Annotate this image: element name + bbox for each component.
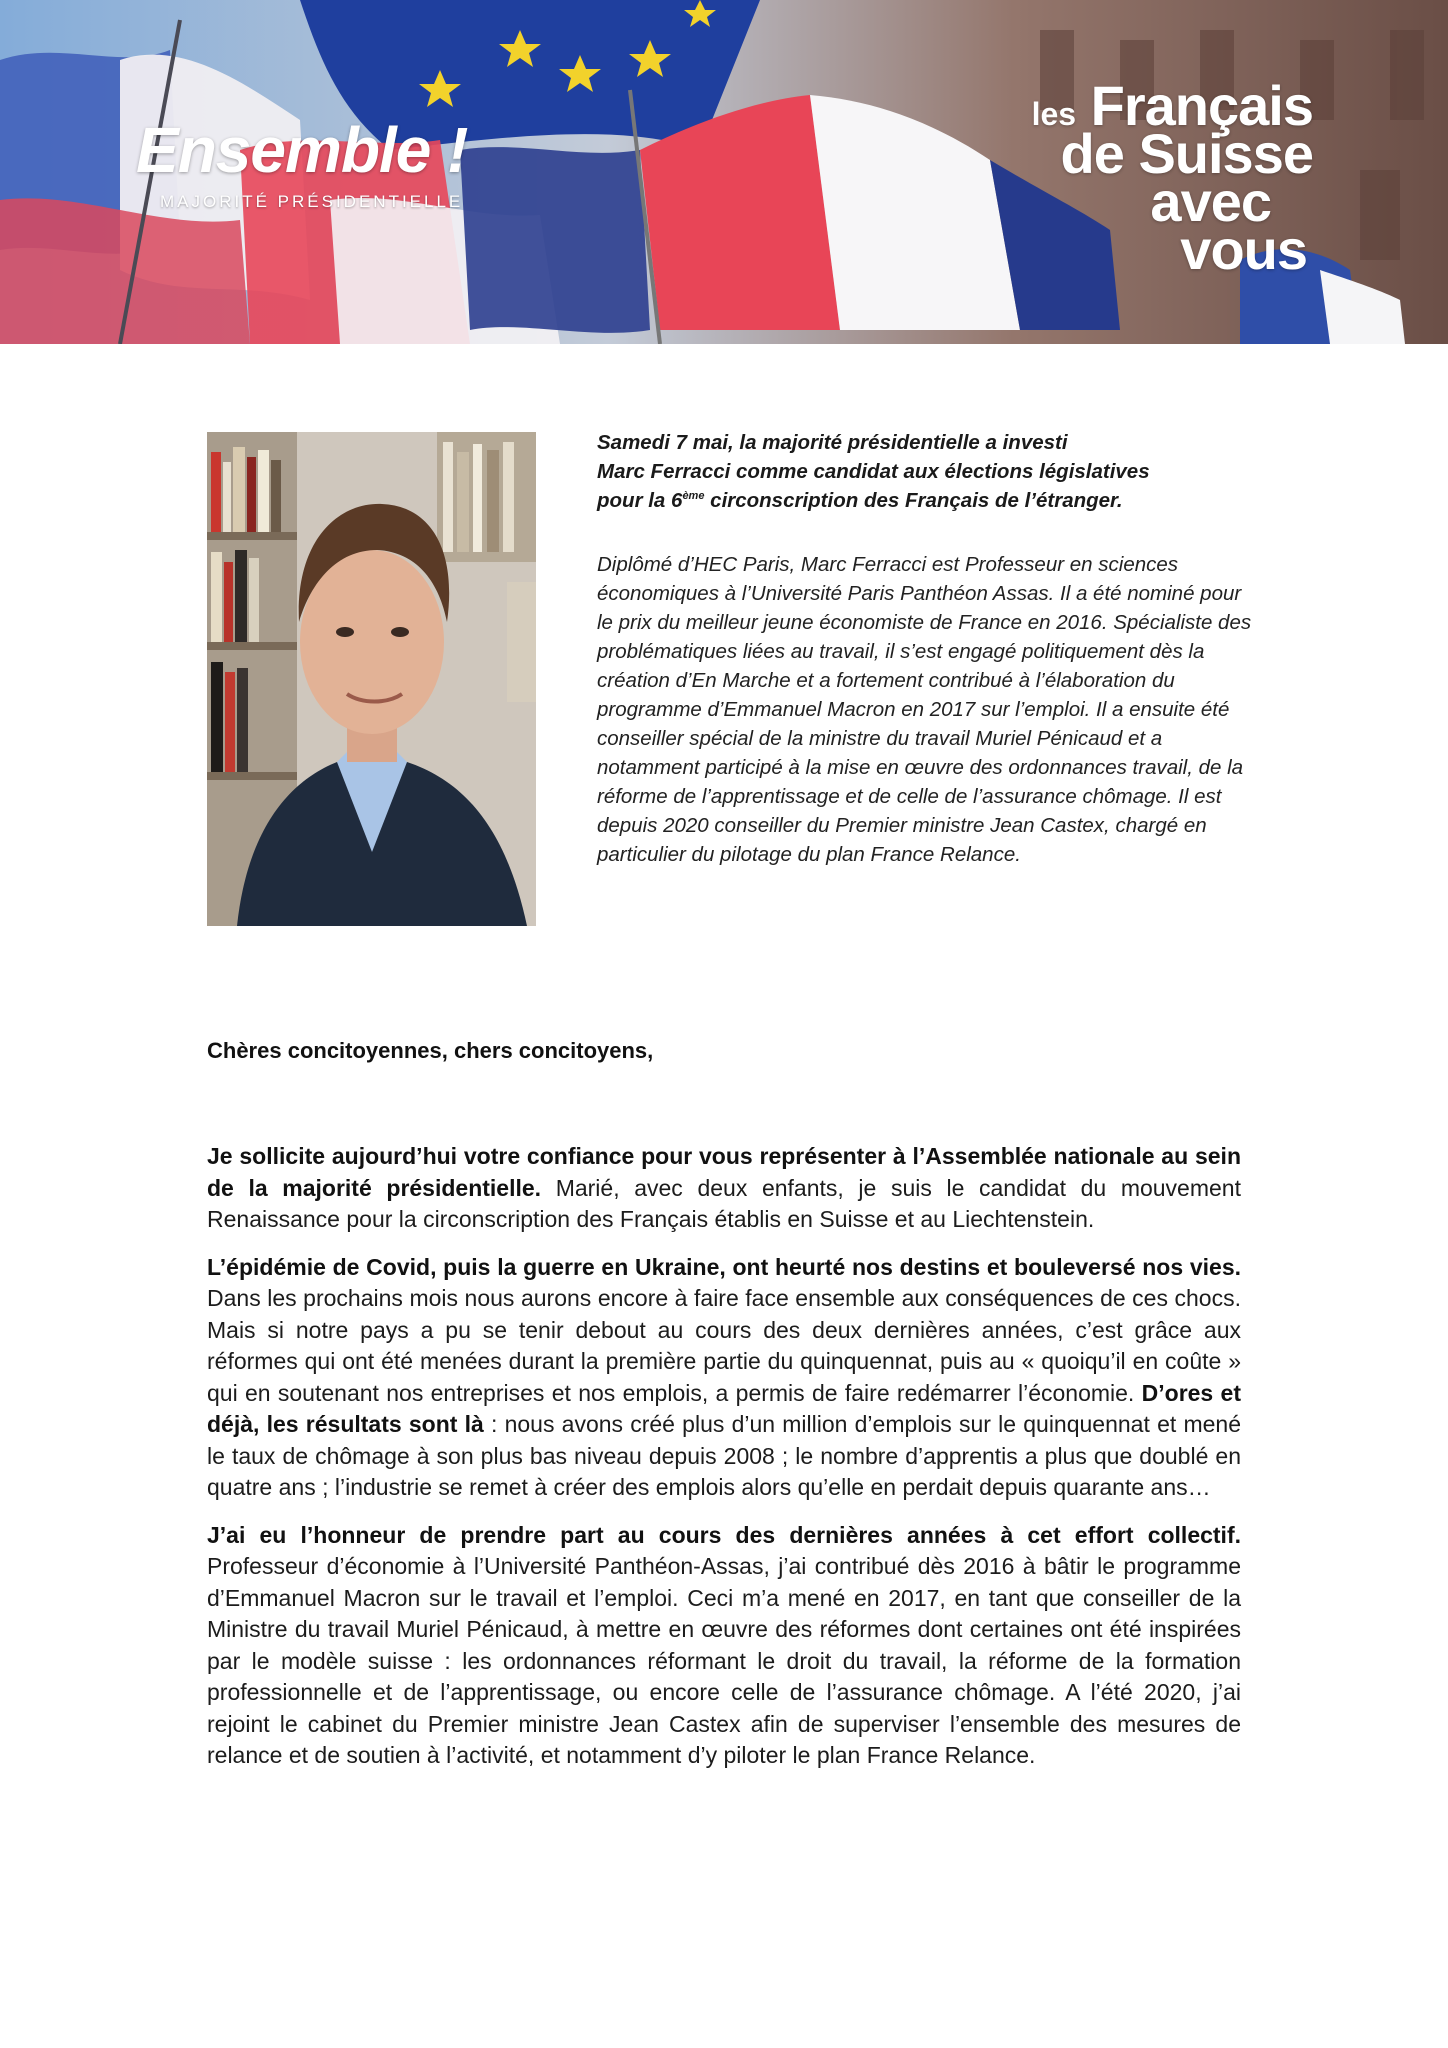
intro-line-1: Samedi 7 mai, la majorité présidentielle a investi — [597, 431, 1068, 454]
logo-line-4: vous — [1180, 218, 1307, 282]
intro-line-2: Marc Ferracci comme candidat aux élections législatives — [597, 460, 1150, 483]
header-banner — [0, 0, 1448, 344]
ensemble-logo — [136, 114, 468, 212]
letter-p2-text: Dans les prochains mois nous aurons encore à faire face ensemble aux conséquences de ces chocs. Mais si notre pays a pu se tenir debout au cours des deux dernières années, c’est grâce aux réformes qui ont été menées durant la première partie du quinquennat, puis au « quoiqu’il en coûte » qui en soutenant nos entreprises et nos emplois, a permis de faire redémarrer l’économie. — [207, 1285, 1241, 1406]
letter-greeting: Chères concitoyennes, chers concitoyens, — [207, 1038, 654, 1063]
intro-line-3 — [597, 486, 1247, 515]
letter-body — [207, 1141, 1241, 1788]
intro-line-3-start: pour la 6 — [597, 489, 683, 512]
letter-paragraph-3 — [207, 1520, 1241, 1772]
letter-paragraph-1 — [207, 1141, 1241, 1236]
intro-line-3-superscript: ème — [682, 490, 705, 502]
letter-p1-text: Marié, avec deux enfants, je suis le candidat du mouvement Renaissance pour la circonscription des Français établis en Suisse et au Liechtenstein. — [207, 1174, 1241, 1232]
letter-p2-text-2: : nous avons créé plus d’un million d’emplois sur le quinquennat et mené le taux de chômage à son plus bas niveau depuis 2008 ; le nombre d’apprentis a plus que doublé en quatre ans ; l’industrie se remet à créer des emplois alors qu’elle en perdait depuis quarante ans… — [207, 1411, 1241, 1500]
logo-line-2: de Suisse — [1060, 122, 1313, 186]
candidate-bio: Diplômé d’HEC Paris, Marc Ferracci est Professeur en sciences économiques à l’Université Paris Panthéon Assas. Il a été nominé pour le prix du meilleur jeune économiste de France en 2016. Spécialiste des problématiques liées au travail, il s’est engagé politiquement dès la création d’En Marche et a fortement contribué à l’élaboration du programme d’Emmanuel Macron en 2017 sur l’emploi. Il a ensuite été conseiller spécial de la ministre du travail Muriel Pénicaud et a notamment participé à la mise en œuvre des ordonnances travail, de la réforme de l’apprentissage et de celle de l’assurance chômage. Il est depuis 2020 conseiller du Premier ministre Jean Castex, chargé en particulier du pilotage du plan France Relance. — [597, 553, 1252, 866]
letter-p3-text: Professeur d’économie à l’Université Panthéon-Assas, j’ai contribué dès 2016 à bâtir le programme d’Emmanuel Macron sur le travail et l’emploi. Ceci m’a mené en 2017, en tant que conseiller de la Ministre du travail Muriel Pénicaud, à mettre en œuvre des réformes dont certaines ont été inspirées par le modèle suisse : les ordonnances réformant le droit du travail, la réforme de la formation professionnelle et de l’apprentissage, ou encore celle de l’assurance chômage. A l’été 2020, j’ai rejoint le cabinet du Premier ministre Jean Castex afin de superviser l’ensemble des mesures de relance et de soutien à l’activité, et notamment d’y piloter le plan France Relance. — [207, 1553, 1241, 1768]
letter-p2-bold-2: D’ores et déjà, les résultats sont là — [207, 1379, 1241, 1437]
candidate-portrait-image — [207, 432, 536, 926]
logo-small-word: les — [1031, 96, 1077, 132]
ensemble-logo-subtitle: MAJORITÉ PRÉSIDENTIELLE — [160, 192, 464, 211]
letter-paragraph-2 — [207, 1252, 1241, 1504]
ensemble-logo-word: Ensemble ! — [136, 114, 468, 186]
intro-lead — [597, 428, 1247, 515]
candidate-portrait — [207, 432, 536, 926]
logo-line-3: avec — [1150, 170, 1271, 234]
francais-de-suisse-logo — [983, 74, 1313, 282]
letter-p1-bold: Je sollicite aujourd’hui votre confiance pour vous représenter à l’Assemblée nationale au sein de la majorité présidentielle. — [207, 1143, 1241, 1201]
intro-line-3-end: circonscription des Français de l’étranger. — [704, 489, 1123, 512]
letter-p3-bold: J’ai eu l’honneur de prendre part au cours des dernières années à cet effort collectif. — [207, 1521, 1241, 1548]
logo-big-word: Français — [1090, 74, 1313, 137]
letter-p2-bold: L’épidémie de Covid, puis la guerre en Ukraine, ont heurté nos destins et bouleversé nos vies. — [207, 1253, 1241, 1280]
